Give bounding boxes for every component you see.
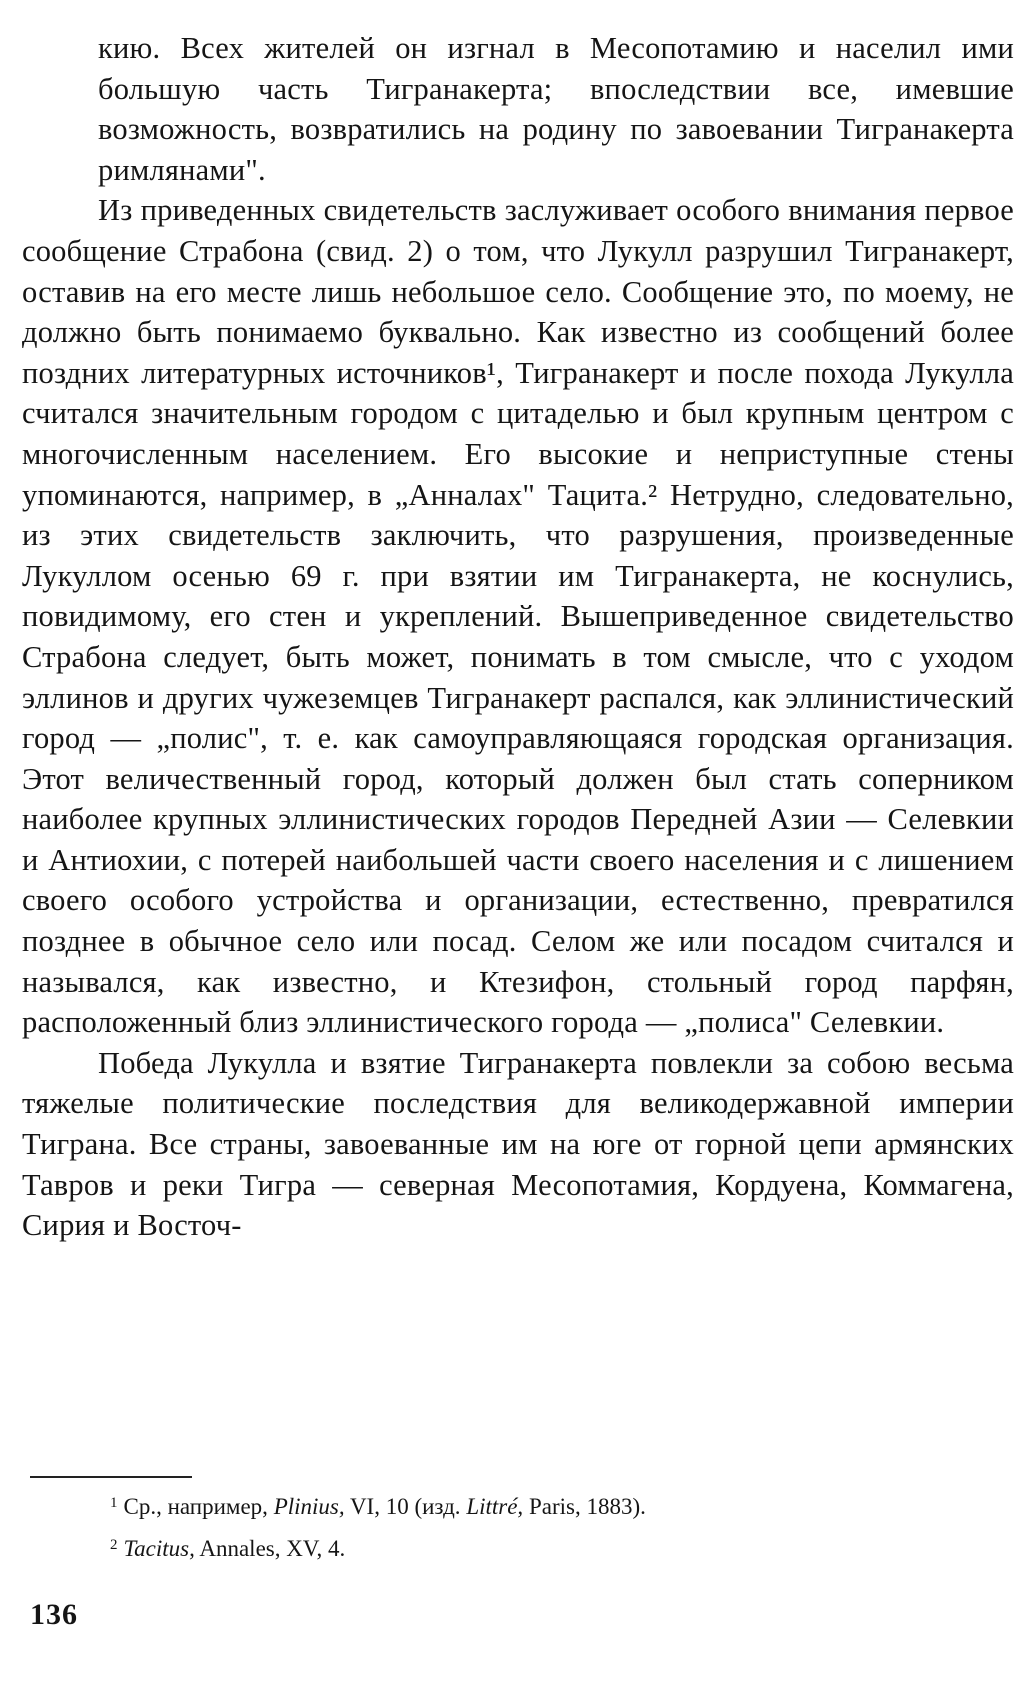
footnotes bbox=[110, 1484, 990, 1568]
footnote-author: Plinius, bbox=[273, 1494, 345, 1519]
footnote-2 bbox=[110, 1526, 990, 1568]
main-text bbox=[22, 28, 1014, 1246]
footnote-text: Ср., например, bbox=[123, 1494, 274, 1519]
footnote-text: VI, 10 (изд. bbox=[344, 1494, 467, 1519]
footnote-1 bbox=[110, 1484, 990, 1526]
paragraph-continuation: кию. Всех жителей он изгнал в Месопотамию и населил ими большую часть Тигранакерта; впоследствии все, имевшие возможность, возвратились на родину по завоевании Тигранакерта римлянами". bbox=[98, 31, 1014, 187]
footnote-marker: 2 bbox=[110, 1537, 118, 1553]
footnote-divider bbox=[30, 1476, 192, 1478]
footnote-text: Paris, 1883). bbox=[523, 1494, 646, 1519]
paragraph-lucullus-victory: Победа Лукулла и взятие Тигранакерта повлекли за собою весьма тяжелые политические последствия для великодержавной империи Тиграна. Все страны, завоеванные им на юге от горной цепи армянских Тавров и реки Тигра — северная Месопотамия, Кордуена, Коммагена, Сирия и Восточ- bbox=[22, 1045, 1014, 1243]
footnote-editor: Littré, bbox=[466, 1494, 524, 1519]
page-number: 136 bbox=[30, 1598, 78, 1631]
footnote-marker: 1 bbox=[110, 1495, 118, 1511]
footnote-author: Tacitus, bbox=[123, 1536, 195, 1561]
paragraph-strabo-analysis: Из приведенных свидетельств заслуживает особого внимания первое сообщение Страбона (свид. 2) о том, что Лукулл разрушил Тигранакерт, оставив на его месте лишь небольшое село. Сообщение это, по моему, не должно быть понимаемо буквально. Как известно из сообщений более поздних литературных источников¹, Тигранакерт и после похода Лукулла считался значительным городом с цитаделью и был крупным центром с многочисленным населением. Его высокие и неприступные стены упоминаются, например, в „Анналах" Тацита.² Нетрудно, следовательно, из этих свидетельств заключить, что разрушения, произведенные Лукуллом осенью 69 г. при взятии им Тигранакерта, не коснулись, повидимому, его стен и укреплений. Вышеприведенное свидетельство Страбона следует, быть может, понимать в том смысле, что с уходом эллинов и других чужеземцев Тигранакерт распался, как эллинистический город — „полис", т. е. как самоуправляющаяся городская организация. Этот величественный город, который должен был стать соперником наиболее крупных эллинистических городов Передней Азии — Селевкии и Антиохии, с потерей наибольшей части своего населения и с лишением своего особого устройства и организации, естественно, превратился позднее в обычное село или посад. Селом же или посадом считался и назывался, как известно, и Ктезифон, стольный город парфян, расположенный близ эллинистического города — „полиса" Селевкии. bbox=[22, 193, 1014, 1040]
footnote-text: Annales, XV, 4. bbox=[194, 1536, 346, 1561]
